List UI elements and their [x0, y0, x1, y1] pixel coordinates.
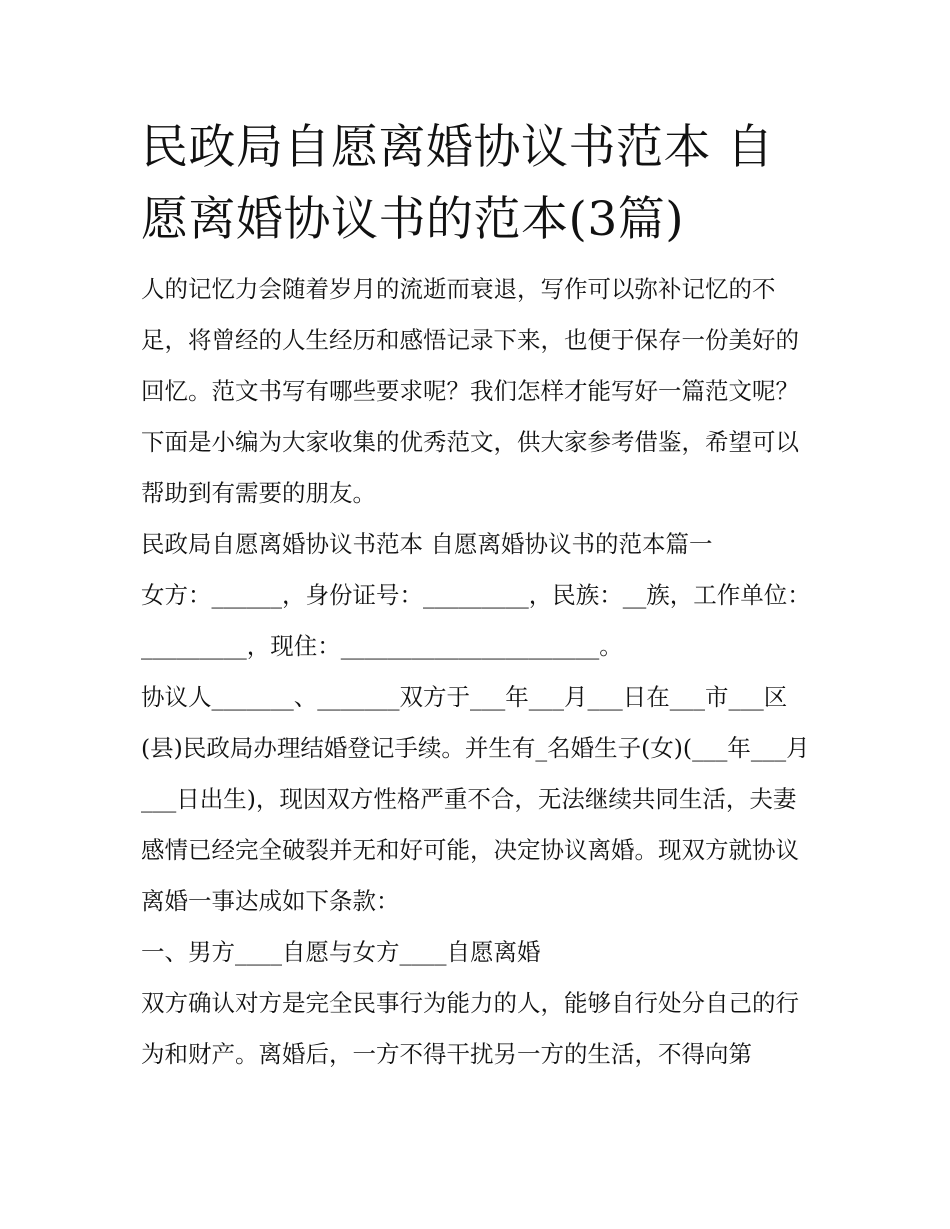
intro-paragraph: 人的记忆力会随着岁月的流逝而衰退，写作可以弥补记忆的不足，将曾经的人生经历和感悟记录下来，也便于保存一份美好的回忆。范文书写有哪些要求呢？我们怎样才能写好一篇范文呢？下面是小编为大家收集的优秀范文，供大家参考借鉴，希望可以帮助到有需要的朋友。 [141, 275, 799, 507]
document-page [141, 112, 813, 1080]
wife-info-paragraph: 女方：______，身份证号：_________，民族：__族，工作单位：_________，现住：______________________。 [141, 581, 811, 660]
agreement-paragraph: 协议人_______、_______双方于___年___月___日在___市___区(县)民政局办理结婚登记手续。并生有_名婚生子(女)(___年___月___日出生)，现因双方性格严重不合，无法继续共同生活，夫妻感情已经完全破裂并无和好可能，决定协议离婚。现双方就协议离婚一事达成如下条款： [141, 683, 810, 915]
section-heading: 民政局自愿离婚协议书范本 自愿离婚协议书的范本篇一 [141, 530, 713, 558]
document-body [141, 264, 813, 1080]
clause-one-paragraph: 双方确认对方是完全民事行为能力的人，能够自行处分自己的行为和财产。离婚后，一方不得干扰另一方的生活，不得向第 [141, 989, 799, 1068]
clause-one-heading: 一、男方____自愿与女方____自愿离婚 [141, 938, 541, 966]
document-title: 民政局自愿离婚协议书范本 自愿离婚协议书的范本(3篇) [141, 120, 774, 247]
